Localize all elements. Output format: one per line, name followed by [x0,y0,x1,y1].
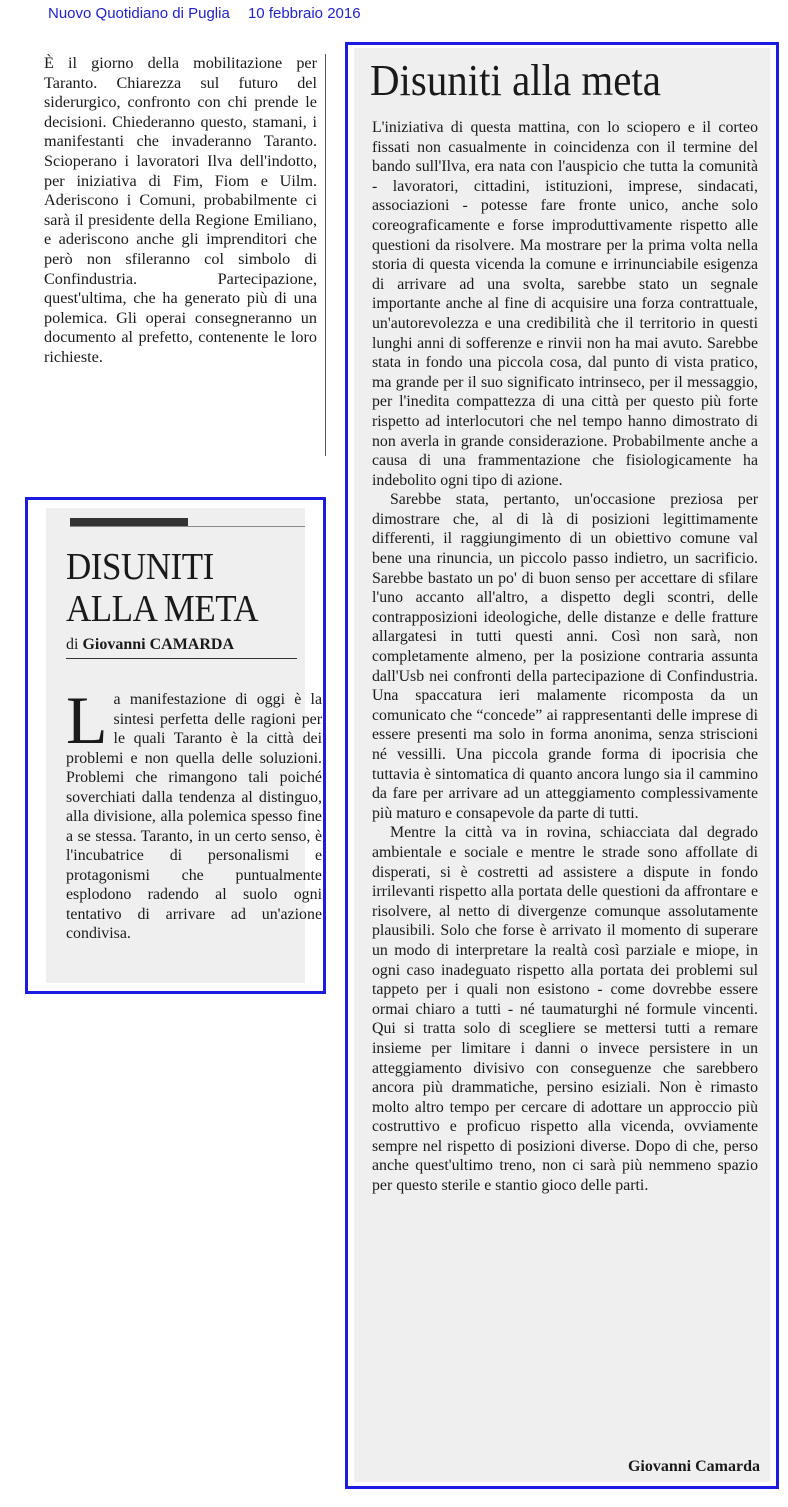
right-article-body [372,118,758,1196]
intro-column [44,54,326,456]
byline [66,636,297,659]
left-article-text: a manifestazione di oggi è la sintesi perfetta delle ragioni per le quali Taranto è la città dei problemi e non quella delle soluzioni. Problemi che rimangono tali poiché soverchiati dalla tendenza al distinguo, alla divisione, alla polemica spesso fine a se stessa. Taranto, in un certo senso, è l'incubatrice di personalismi e protagonismi che puntualmente esplodono radendo al suolo ogni tentativo di arrivare ad un'azione condivisa. [66,691,322,942]
left-article-title [66,546,305,630]
byline-prefix: di [66,636,79,653]
intro-text: È il giorno della mobilitazione per Taranto. Chiarezza sul futuro del siderurgico, confronto con chi prende le decisioni. Chiederanno questo, stamani, i manifestanti che invaderanno Taranto. Scioperano i lavoratori Ilva dell'indotto, per iniziativa di Fim, Fiom e Uilm. Aderiscono i Comuni, probabilmente ci sarà il presidente della Regione Emiliano, e aderiscono anche gli imprenditori che però non sfileranno col simbolo di Confindustria. Partecipazione, quest'ultima, che ha generato più di una polemica. Gli operai consegneranno un documento al prefetto, contenente le loro richieste. [44,54,317,366]
right-article-box [345,42,779,1489]
publication-name: Nuovo Quotidiano di Puglia [48,5,230,22]
drop-cap: L [66,682,108,758]
left-article-box [25,497,326,994]
byline-author: Giovanni CAMARDA [82,636,235,653]
left-article-panel [46,508,322,983]
decorative-rule [70,526,305,527]
left-title-line2: ALLA META [66,588,259,630]
publication-header [48,5,361,22]
paragraph-1: L'iniziativa di questa mattina, con lo sciopero e il corteo fissati non casualmente in coincidenza con il termine del bando sull'Ilva, era nata con l'auspicio che tutta la comunità - lavoratori, cittadini, istituzioni, imprese, sindacati, associazioni - potesse fare fronte unico, anche solo coreograficamente e forse improduttivamente rispetto alle questioni da risolvere. Ma mostrare per la prima volta nella storia di questa vicenda la comune e irrinunciabile esigenza di arrivare ad una svolta, sarebbe stato un segnale importante anche al fine di acquisire una forza contrattuale, un'autorevolezza e una credibilità che il territorio in questi lunghi anni di sofferenze e rinvii non ha mai avuto. Sarebbe stata in fondo una piccola cosa, dal punto di vista pratico, ma grande per il suo significato intrinseco, per il messaggio, per l'inedita compattezza di una città per questo più forte rispetto ad interlocutori che nel tempo hanno dimostrato di non averla in grande considerazione. Probabilmente anche a causa di una frammentazione che fisiologicamente ha indebolito ogni tipo di azione. [372,119,758,489]
article-signature: Giovanni Camarda [627,1458,760,1475]
right-article-title: Disuniti alla meta [370,56,661,105]
publication-date: 10 febbraio 2016 [247,5,361,22]
right-article-panel [354,48,770,1482]
left-title-line1: DISUNITI [66,546,214,588]
left-article-body [66,682,322,944]
paragraph-3: Mentre la città va in rovina, schiacciata dal degrado ambientale e sociale e mentre le strade sono affollate di disperati, si è costretti ad assistere a dispute in fondo irrilevanti rispetto alla portata delle questioni da affrontare e risolvere, al netto di divergenze comunque assolutamente plausibili. Solo che forse è arrivato il momento di superare un modo di interpretare la realtà così parziale e miope, in ogni caso inadeguato rispetto alla portata dei problemi sul tappeto per i quali non esistono - come dovrebbe essere ormai chiaro a tutti - né taumaturghi né formule vincenti. Qui si tratta solo di scegliere se mettersi tutti a remare insieme per limitare i danni o invece persistere in un atteggiamento divisivo con conseguenze che sarebbero ancora più drammatiche, persino esiziali. Non è rimasto molto altro tempo per cercare di adottare un approccio più costruttivo e proficuo rispetto alla vicenda, ovviamente sempre nel rispetto di posizioni diverse. Dopo di che, perso anche quest'ultimo treno, non ci sarà più nemmeno spazio per questo sterile e stantio gioco delle parti. [372,824,758,1195]
paragraph-2: Sarebbe stata, pertanto, un'occasione preziosa per dimostrare che, al di là di posizioni legittimamente differenti, il raggiungimento di un obiettivo comune val bene una rinuncia, un piccolo passo indietro, un sacrificio. Sarebbe bastato un po' di buon senso per accettare di sfilare l'uno accanto all'altro, a dispetto degli scontri, delle contrapposizioni ideologiche, delle distanze e delle fratture allargatesi in tutti questi anni. Così non sarà, non completamente almeno, per la posizione contraria assunta dall'Usb nei confronti della partecipazione di Confindustria. Una spaccatura ieri malamente ricomposta da un comunicato che “concede” ai rappresentanti delle imprese di essere presenti ma solo in forma anonima, senza striscioni né vessilli. Una piccola grande forma di ipocrisia che tuttavia è sintomatica di quanto ancora lungo sia il cammino da fare per arrivare ad un atteggiamento complessivamente più maturo e consapevole da parte di tutti. [372,491,758,822]
